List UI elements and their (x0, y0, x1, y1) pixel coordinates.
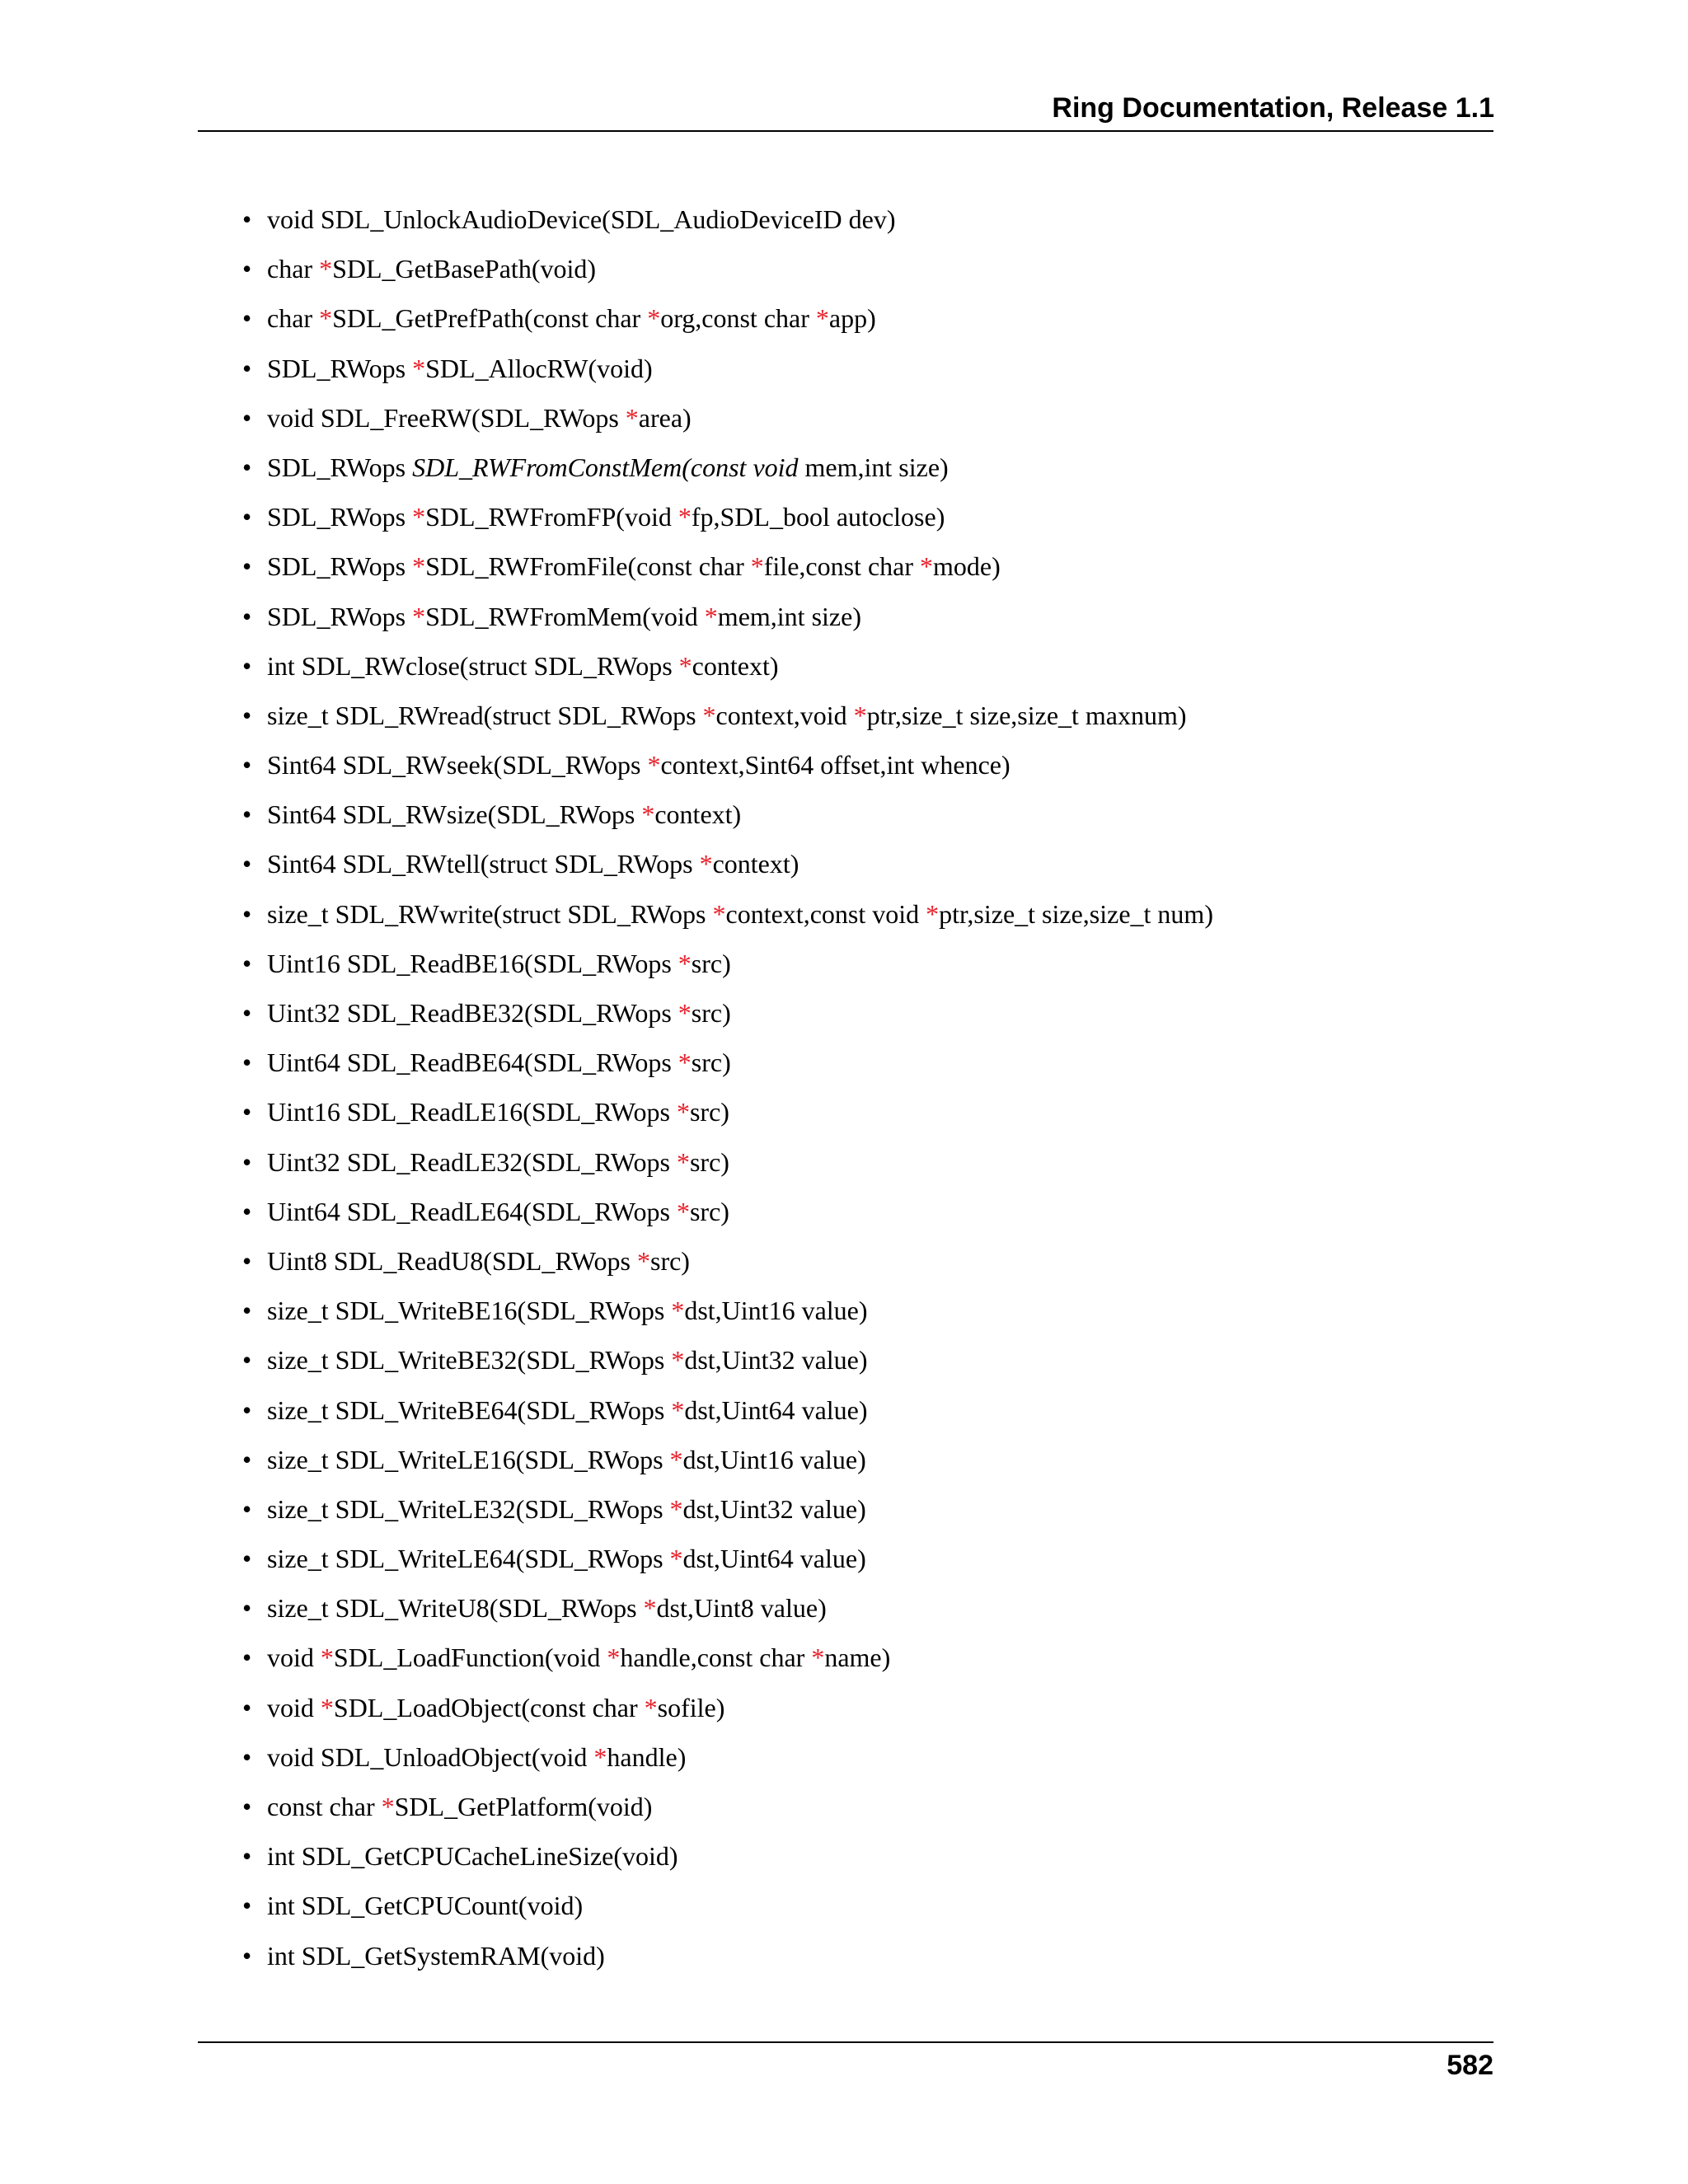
function-signature: size_t SDL_RWread(struct SDL_RWops *context,void *ptr,size_t size,size_t maxnum) (267, 700, 1187, 730)
function-signature: void SDL_FreeRW(SDL_RWops *area) (267, 402, 692, 433)
bullet-icon: • (242, 1345, 252, 1376)
function-signature: Uint32 SDL_ReadBE32(SDL_RWops *src) (267, 998, 731, 1028)
list-item (242, 1881, 1213, 1930)
list-item (242, 641, 1213, 691)
list-item (242, 1633, 1213, 1682)
pointer-asterisk: * (643, 1593, 657, 1624)
list-item (242, 1335, 1213, 1385)
pointer-asterisk: * (412, 601, 426, 631)
list-item (242, 939, 1213, 988)
bullet-icon: • (242, 1296, 252, 1326)
bullet-icon: • (242, 898, 252, 929)
function-signature: Uint8 SDL_ReadU8(SDL_RWops *src) (267, 1245, 690, 1276)
pointer-asterisk: * (669, 1544, 683, 1574)
pointer-asterisk: * (669, 1444, 683, 1474)
function-signature: SDL_RWops *SDL_RWFromFP(void *fp,SDL_bool autoclose) (267, 502, 945, 532)
function-signature: size_t SDL_WriteLE32(SDL_RWops *dst,Uint32 value) (267, 1493, 866, 1524)
bullet-icon: • (242, 402, 252, 433)
list-item (242, 1683, 1213, 1732)
pointer-asterisk: * (704, 601, 718, 631)
bullet-icon: • (242, 1891, 252, 1921)
function-signature: SDL_RWops *SDL_RWFromMem(void *mem,int size) (267, 601, 861, 631)
bullet-icon: • (242, 502, 252, 532)
pointer-asterisk: * (926, 898, 940, 929)
pointer-asterisk: * (676, 1097, 690, 1127)
function-signature: SDL_RWops *SDL_RWFromFile(const char *file,const char *mode) (267, 551, 1001, 582)
bullet-icon: • (242, 353, 252, 383)
function-signature: Uint64 SDL_ReadLE64(SDL_RWops *src) (267, 1196, 729, 1226)
function-signature: Uint32 SDL_ReadLE32(SDL_RWops *src) (267, 1146, 729, 1177)
bullet-icon: • (242, 700, 252, 730)
bullet-icon: • (242, 1940, 252, 1971)
list-item (242, 740, 1213, 790)
pointer-asterisk: * (669, 1493, 683, 1524)
bullet-icon: • (242, 551, 252, 582)
pointer-asterisk: * (636, 1245, 650, 1276)
pointer-asterisk: * (625, 402, 639, 433)
pointer-asterisk: * (671, 1296, 685, 1326)
function-signature: void SDL_UnlockAudioDevice(SDL_AudioDeviceID dev) (267, 204, 896, 234)
bullet-icon: • (242, 303, 252, 334)
list-item (242, 293, 1213, 343)
pointer-asterisk: * (319, 254, 333, 284)
bullet-icon: • (242, 1245, 252, 1276)
bullet-icon: • (242, 1196, 252, 1226)
list-item (242, 1831, 1213, 1881)
pointer-asterisk: * (676, 1146, 690, 1177)
function-signature: int SDL_GetSystemRAM(void) (267, 1940, 605, 1971)
bullet-icon: • (242, 1097, 252, 1127)
bullet-icon: • (242, 601, 252, 631)
list-item (242, 492, 1213, 541)
pointer-asterisk: * (647, 303, 661, 334)
pointer-asterisk: * (712, 898, 726, 929)
pointer-asterisk: * (412, 551, 426, 582)
pointer-asterisk: * (920, 551, 933, 582)
function-signature: Sint64 SDL_RWseek(SDL_RWops *context,Sint64 offset,int whence) (267, 750, 1010, 780)
bullet-icon: • (242, 1643, 252, 1673)
bullet-icon: • (242, 1841, 252, 1872)
function-signature: int SDL_GetCPUCacheLineSize(void) (267, 1841, 678, 1872)
header-rule (198, 130, 1493, 132)
function-signature: char *SDL_GetBasePath(void) (267, 254, 597, 284)
function-signature: int SDL_RWclose(struct SDL_RWops *context) (267, 650, 779, 681)
pointer-asterisk: * (811, 1643, 825, 1673)
function-signature: size_t SDL_WriteLE64(SDL_RWops *dst,Uint64 value) (267, 1544, 866, 1574)
list-item (242, 1534, 1213, 1583)
pointer-asterisk: * (319, 303, 333, 334)
pointer-asterisk: * (678, 1047, 692, 1078)
bullet-icon: • (242, 849, 252, 879)
bullet-icon: • (242, 1146, 252, 1177)
function-signature: void *SDL_LoadFunction(void *handle,const char *name) (267, 1643, 891, 1673)
list-item (242, 592, 1213, 641)
list-item (242, 1435, 1213, 1484)
bullet-icon: • (242, 948, 252, 978)
footer-rule (198, 2041, 1493, 2043)
function-signature: size_t SDL_WriteBE32(SDL_RWops *dst,Uint32 value) (267, 1345, 868, 1376)
function-signature: SDL_RWops SDL_RWFromConstMem(const void mem,int size) (267, 452, 949, 482)
function-signature: size_t SDL_RWwrite(struct SDL_RWops *context,const void *ptr,size_t size,size_t num) (267, 898, 1213, 929)
list-item (242, 839, 1213, 888)
pointer-asterisk: * (320, 1643, 334, 1673)
bullet-icon: • (242, 1544, 252, 1574)
list-item (242, 1187, 1213, 1236)
list-item (242, 1931, 1213, 1980)
bullet-icon: • (242, 1047, 252, 1078)
list-item (242, 541, 1213, 591)
function-signature: size_t SDL_WriteBE64(SDL_RWops *dst,Uint64 value) (267, 1394, 868, 1425)
bullet-icon: • (242, 799, 252, 830)
bullet-icon: • (242, 1741, 252, 1772)
pointer-asterisk: * (641, 799, 655, 830)
function-signature: size_t SDL_WriteBE16(SDL_RWops *dst,Uint16 value) (267, 1296, 868, 1326)
function-signature: int SDL_GetCPUCount(void) (267, 1891, 584, 1921)
function-signature: size_t SDL_WriteLE16(SDL_RWops *dst,Uint16 value) (267, 1444, 866, 1474)
list-item (242, 1583, 1213, 1633)
list-item (242, 344, 1213, 393)
page-number: 582 (1447, 2050, 1493, 2081)
function-signature: const char *SDL_GetPlatform(void) (267, 1792, 653, 1821)
bullet-icon: • (242, 452, 252, 482)
bullet-icon: • (242, 1692, 252, 1722)
pointer-asterisk: * (702, 700, 716, 730)
list-item (242, 691, 1213, 740)
bullet-icon: • (242, 1493, 252, 1524)
list-item (242, 1782, 1213, 1831)
pointer-asterisk: * (671, 1394, 685, 1425)
list-item (242, 1087, 1213, 1137)
bullet-icon: • (242, 204, 252, 234)
function-signature: void SDL_UnloadObject(void *handle) (267, 1741, 687, 1772)
pointer-asterisk: * (412, 502, 426, 532)
pointer-asterisk: * (815, 303, 829, 334)
list-item (242, 443, 1213, 492)
function-signature: char *SDL_GetPrefPath(const char *org,const char *app) (267, 303, 876, 334)
pointer-asterisk: * (750, 551, 764, 582)
list-item (242, 244, 1213, 293)
pointer-asterisk: * (699, 849, 713, 879)
pointer-asterisk: * (647, 750, 661, 780)
pointer-asterisk: * (678, 502, 692, 532)
list-item (242, 1236, 1213, 1286)
list-item (242, 393, 1213, 443)
function-signature: SDL_RWops *SDL_AllocRW(void) (267, 353, 653, 383)
pointer-asterisk: * (676, 1196, 690, 1226)
bullet-icon: • (242, 1792, 252, 1821)
pointer-asterisk: * (593, 1741, 607, 1772)
list-item (242, 194, 1213, 244)
function-signature: Uint16 SDL_ReadLE16(SDL_RWops *src) (267, 1097, 729, 1127)
list-item (242, 988, 1213, 1038)
list-item (242, 1137, 1213, 1187)
pointer-asterisk: * (678, 998, 692, 1028)
list-item (242, 1732, 1213, 1782)
function-signature: void *SDL_LoadObject(const char *sofile) (267, 1692, 725, 1722)
pointer-asterisk: * (671, 1345, 685, 1376)
function-signature: Uint16 SDL_ReadBE16(SDL_RWops *src) (267, 948, 731, 978)
bullet-icon: • (242, 1394, 252, 1425)
list-item (242, 889, 1213, 939)
pointer-asterisk: * (381, 1792, 395, 1821)
pointer-asterisk: * (412, 353, 426, 383)
list-item (242, 790, 1213, 839)
function-signature: Uint64 SDL_ReadBE64(SDL_RWops *src) (267, 1047, 731, 1078)
function-signature: Sint64 SDL_RWtell(struct SDL_RWops *context) (267, 849, 799, 879)
pointer-asterisk: * (607, 1643, 621, 1673)
pointer-asterisk: * (644, 1692, 658, 1722)
function-signature: Sint64 SDL_RWsize(SDL_RWops *context) (267, 799, 742, 830)
bullet-icon: • (242, 650, 252, 681)
pointer-asterisk: * (678, 650, 692, 681)
bullet-icon: • (242, 998, 252, 1028)
bullet-icon: • (242, 750, 252, 780)
page-header-title: Ring Documentation, Release 1.1 (1052, 92, 1494, 124)
function-list (242, 194, 1213, 1980)
list-item (242, 1038, 1213, 1087)
list-item (242, 1385, 1213, 1435)
pointer-asterisk: * (853, 700, 867, 730)
bullet-icon: • (242, 1444, 252, 1474)
pointer-asterisk: * (678, 948, 692, 978)
list-item (242, 1484, 1213, 1534)
bullet-icon: • (242, 254, 252, 284)
list-item (242, 1286, 1213, 1335)
pointer-asterisk: * (320, 1692, 334, 1722)
function-signature: size_t SDL_WriteU8(SDL_RWops *dst,Uint8 value) (267, 1593, 827, 1624)
bullet-icon: • (242, 1593, 252, 1624)
